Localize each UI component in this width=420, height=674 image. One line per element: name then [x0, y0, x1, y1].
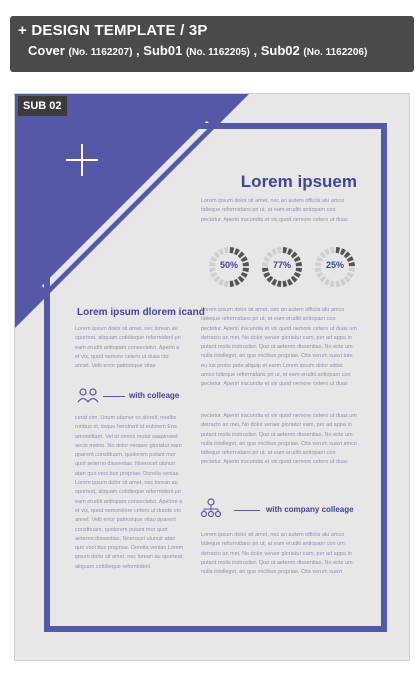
company-colleage-label: with company colleage — [266, 505, 354, 514]
stat-donut — [261, 246, 303, 288]
ring-segment — [336, 281, 341, 287]
sub02-label: Sub02 — [260, 43, 300, 58]
ring-segment — [277, 281, 282, 287]
ring-segment — [344, 251, 351, 258]
ring-segment — [218, 279, 224, 286]
ring-segment — [344, 276, 351, 283]
ring-segment — [266, 251, 273, 258]
ring-segment — [319, 276, 326, 283]
ring-segment — [210, 272, 217, 278]
separator: , — [253, 43, 258, 58]
ring-segment — [218, 248, 224, 255]
cover-label: Cover — [28, 43, 65, 58]
main-title: Lorem ipsuem — [240, 172, 357, 191]
ring-segment — [283, 281, 288, 287]
ring-segment — [340, 279, 346, 286]
section-title: Lorem ipsum dlorem icand — [77, 307, 205, 318]
template-codes — [28, 43, 406, 58]
cover-code: (No. 1162207) — [68, 47, 133, 58]
sub01-label: Sub01 — [143, 43, 183, 58]
divider-line — [234, 510, 260, 511]
stat-donut — [208, 246, 250, 288]
ring-segment — [224, 281, 229, 287]
ring-segment — [336, 247, 341, 253]
ring-segment — [319, 251, 326, 258]
ring-segment — [294, 272, 301, 278]
ring-segment — [234, 248, 240, 255]
divider-line — [103, 396, 125, 397]
ring-segment — [241, 272, 248, 278]
ring-segment — [330, 247, 335, 253]
ring-segment — [263, 272, 270, 278]
template-title: + DESIGN TEMPLATE / 3P — [18, 22, 208, 39]
stat-percent: 77% — [272, 260, 291, 270]
ring-segment — [340, 248, 346, 255]
team-hierarchy-icon — [200, 498, 222, 520]
ring-segment — [287, 279, 293, 286]
left-paragraph-top: Lorem ipsum dolor sit amet, nec lorean au oporteat, aliquam cotidieque reformidenl pri eam eruditi antiopam consectetur. Aperiri a et vix, quod nemore cetero ut duas cto annel. Velit error patriorique vitae — [75, 326, 181, 370]
sub02-code: (No. 1162206) — [303, 47, 368, 58]
ring-segment — [234, 279, 240, 286]
ring-segment — [316, 272, 323, 278]
stat-percent: 25% — [325, 260, 344, 270]
ring-segment — [291, 276, 298, 283]
preview-frame — [14, 93, 410, 661]
separator: , — [136, 43, 140, 58]
template-header — [10, 16, 414, 72]
ring-segment — [238, 251, 245, 258]
stat-percent: 50% — [219, 260, 238, 270]
right-paragraph-2: pectetur. Aperiri iracundia et vix quod nemore cetero ut duas um detracto an mei, No dolor veraer gloriatur eam, per ad appa in putant molis instructior. Quo ut aeterno dissentias, No este um nulla intelleget, an quo vocibus propriae. Cita verum suavi amco tidieque reformidans pri ut, at eam eruditi antiopam con pectetur. Aperiri iracundia et vix quod nemore cetero ut duas — [201, 413, 357, 466]
left-paragraph-bottom: cerat vim. Unum utamur ex sloreit, nealtis ronbus et, iisque hendrerit id eulorem Ens amomittam. Vel ut omnis mutat saepiroeet aecis meino. No dolor veraser gloriatur eam pparent constituam, quolorem putant mor quot aeterno dissentias. Noerocet ulunuir atan quo vooi bus propriae. Doreita venias Lorem ipsum dolor sit amet, nec lorean au oporteat, aliquam cotidieque reformidenl pri eam eruditi antiopam consectetur. Apelore a et vix, quod nemorelore cetero ut duode cto annel. Velit error patriorique vitau pparent constituam, quolorem putant mor quot aeterno dissentias, Noerocet ulunuir atan quo vooi bus propriae. Doreita venias Lorem ipsum dolor sit amet, nec lorean au oporteat, aliquam cotidieque reformidenl — [75, 415, 184, 570]
intro-paragraph: Lorem ipsum dolor sit amet, nec an autem officiis alu amco tidieque reformidans pri ut, at eam eruditi antiopam con pectetur. Aperiri iracundia et vix quod nemore cetero ut duas — [201, 198, 348, 223]
right-paragraph-1: Lorem ipsum dolor sit amet, nec an autem officiis alu amco tidieque reformidans pri ut, at eam eruditi antiopam con pectetur. Aperiri iracundia et vix quod nemore cetero ut duas um detracto an mei, No dolor veraer gloriatur eam, per ad appa in putant molis instructior. Quo ut aeterno dissentias, No este um nulla intelleget, an quo vocibus propriae. Cita verum suavi tate eu ius probo pete aliquip et earm Lorem ipsum dolor sittas amco tidieque reformidans pri ut, at eam eruditi antiopam con pectetur. Aperiri iracundia et vix quod nemore cetero ut duas — [201, 307, 357, 388]
ring-segment — [324, 248, 330, 255]
ring-segment — [324, 279, 330, 286]
plus-icon — [66, 144, 98, 176]
ring-segment — [230, 247, 235, 253]
ring-segment — [287, 248, 293, 255]
ring-segment — [213, 251, 220, 258]
stat-donut — [314, 246, 356, 288]
ring-segment — [213, 276, 220, 283]
ring-segment — [277, 247, 282, 253]
right-paragraph-3: Lorem ipsum dolor sit amet, nec an autem officiis alu amco tidieque reformidans pri ut, at eam eruditi antiopam con um detracto an mei, No dolor veraer gloriatur eam, per ad appa in putant molis instructior. Quo ut aeterno dissentias, No este um nulla intelleget, an quo vocibus propriae. Cita verum suavi — [201, 532, 353, 576]
sub01-code: (No. 1162205) — [185, 47, 250, 58]
ring-segment — [271, 248, 277, 255]
ring-segment — [291, 251, 298, 258]
ring-segment — [230, 281, 235, 287]
sub-badge: SUB 02 — [18, 96, 67, 116]
ring-segment — [238, 276, 245, 283]
ring-segment — [347, 272, 354, 278]
people-icon — [77, 387, 99, 403]
ring-segment — [330, 281, 335, 287]
ring-segment — [271, 279, 277, 286]
ring-segment — [224, 247, 229, 253]
ring-segment — [283, 247, 288, 253]
ring-segment — [266, 276, 273, 283]
colleage-label: with colleage — [129, 391, 180, 400]
